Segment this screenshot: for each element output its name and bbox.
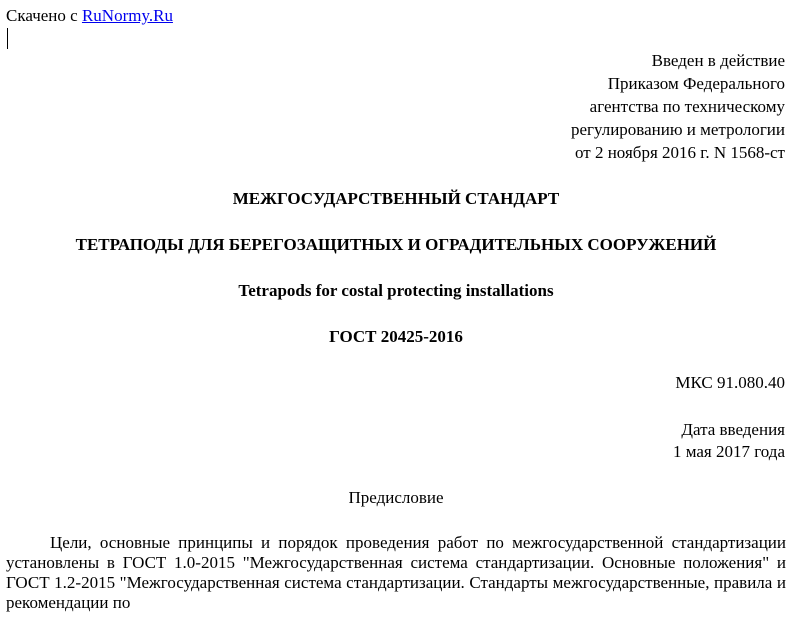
enactment-line-2: Приказом Федерального bbox=[607, 74, 785, 93]
text-cursor bbox=[7, 28, 8, 49]
document-title-en: Tetrapods for costal protecting installations bbox=[238, 281, 554, 300]
runormy-link[interactable]: RuNormy.Ru bbox=[81, 6, 173, 25]
enactment-line-4: регулированию и метрологии bbox=[570, 120, 785, 139]
introduction-date-label: Дата введения bbox=[681, 420, 785, 439]
foreword-paragraph: Цели, основные принципы и порядок проведения работ по межгосударственной стандартизации установлены в ГОСТ 1.0-2015 "Межгосударственная система стандартизации. Основные положения" и ГОСТ 1.2-2015 "Межгосударственная система стандартизации. Стандарты межгосударственные, правила и рекомендации по bbox=[6, 533, 786, 612]
gost-code: ГОСТ 20425-2016 bbox=[329, 327, 463, 346]
enactment-line-5: от 2 ноября 2016 г. N 1568-ст bbox=[575, 143, 785, 162]
source-prefix: Скачено с bbox=[6, 6, 78, 25]
enactment-line-1: Введен в действие bbox=[651, 51, 785, 70]
document-title-ru: ТЕТРАПОДЫ ДЛЯ БЕРЕГОЗАЩИТНЫХ И ОГРАДИТЕЛЬНЫХ СООРУЖЕНИЙ bbox=[75, 235, 717, 254]
mks-code: МКС 91.080.40 bbox=[675, 373, 785, 392]
foreword-heading: Предисловие bbox=[348, 488, 444, 507]
enactment-line-3: агентства по техническому bbox=[589, 97, 785, 116]
standard-type-heading: МЕЖГОСУДАРСТВЕННЫЙ СТАНДАРТ bbox=[232, 189, 560, 208]
source-line bbox=[6, 5, 173, 27]
introduction-date: 1 мая 2017 года bbox=[672, 442, 785, 461]
